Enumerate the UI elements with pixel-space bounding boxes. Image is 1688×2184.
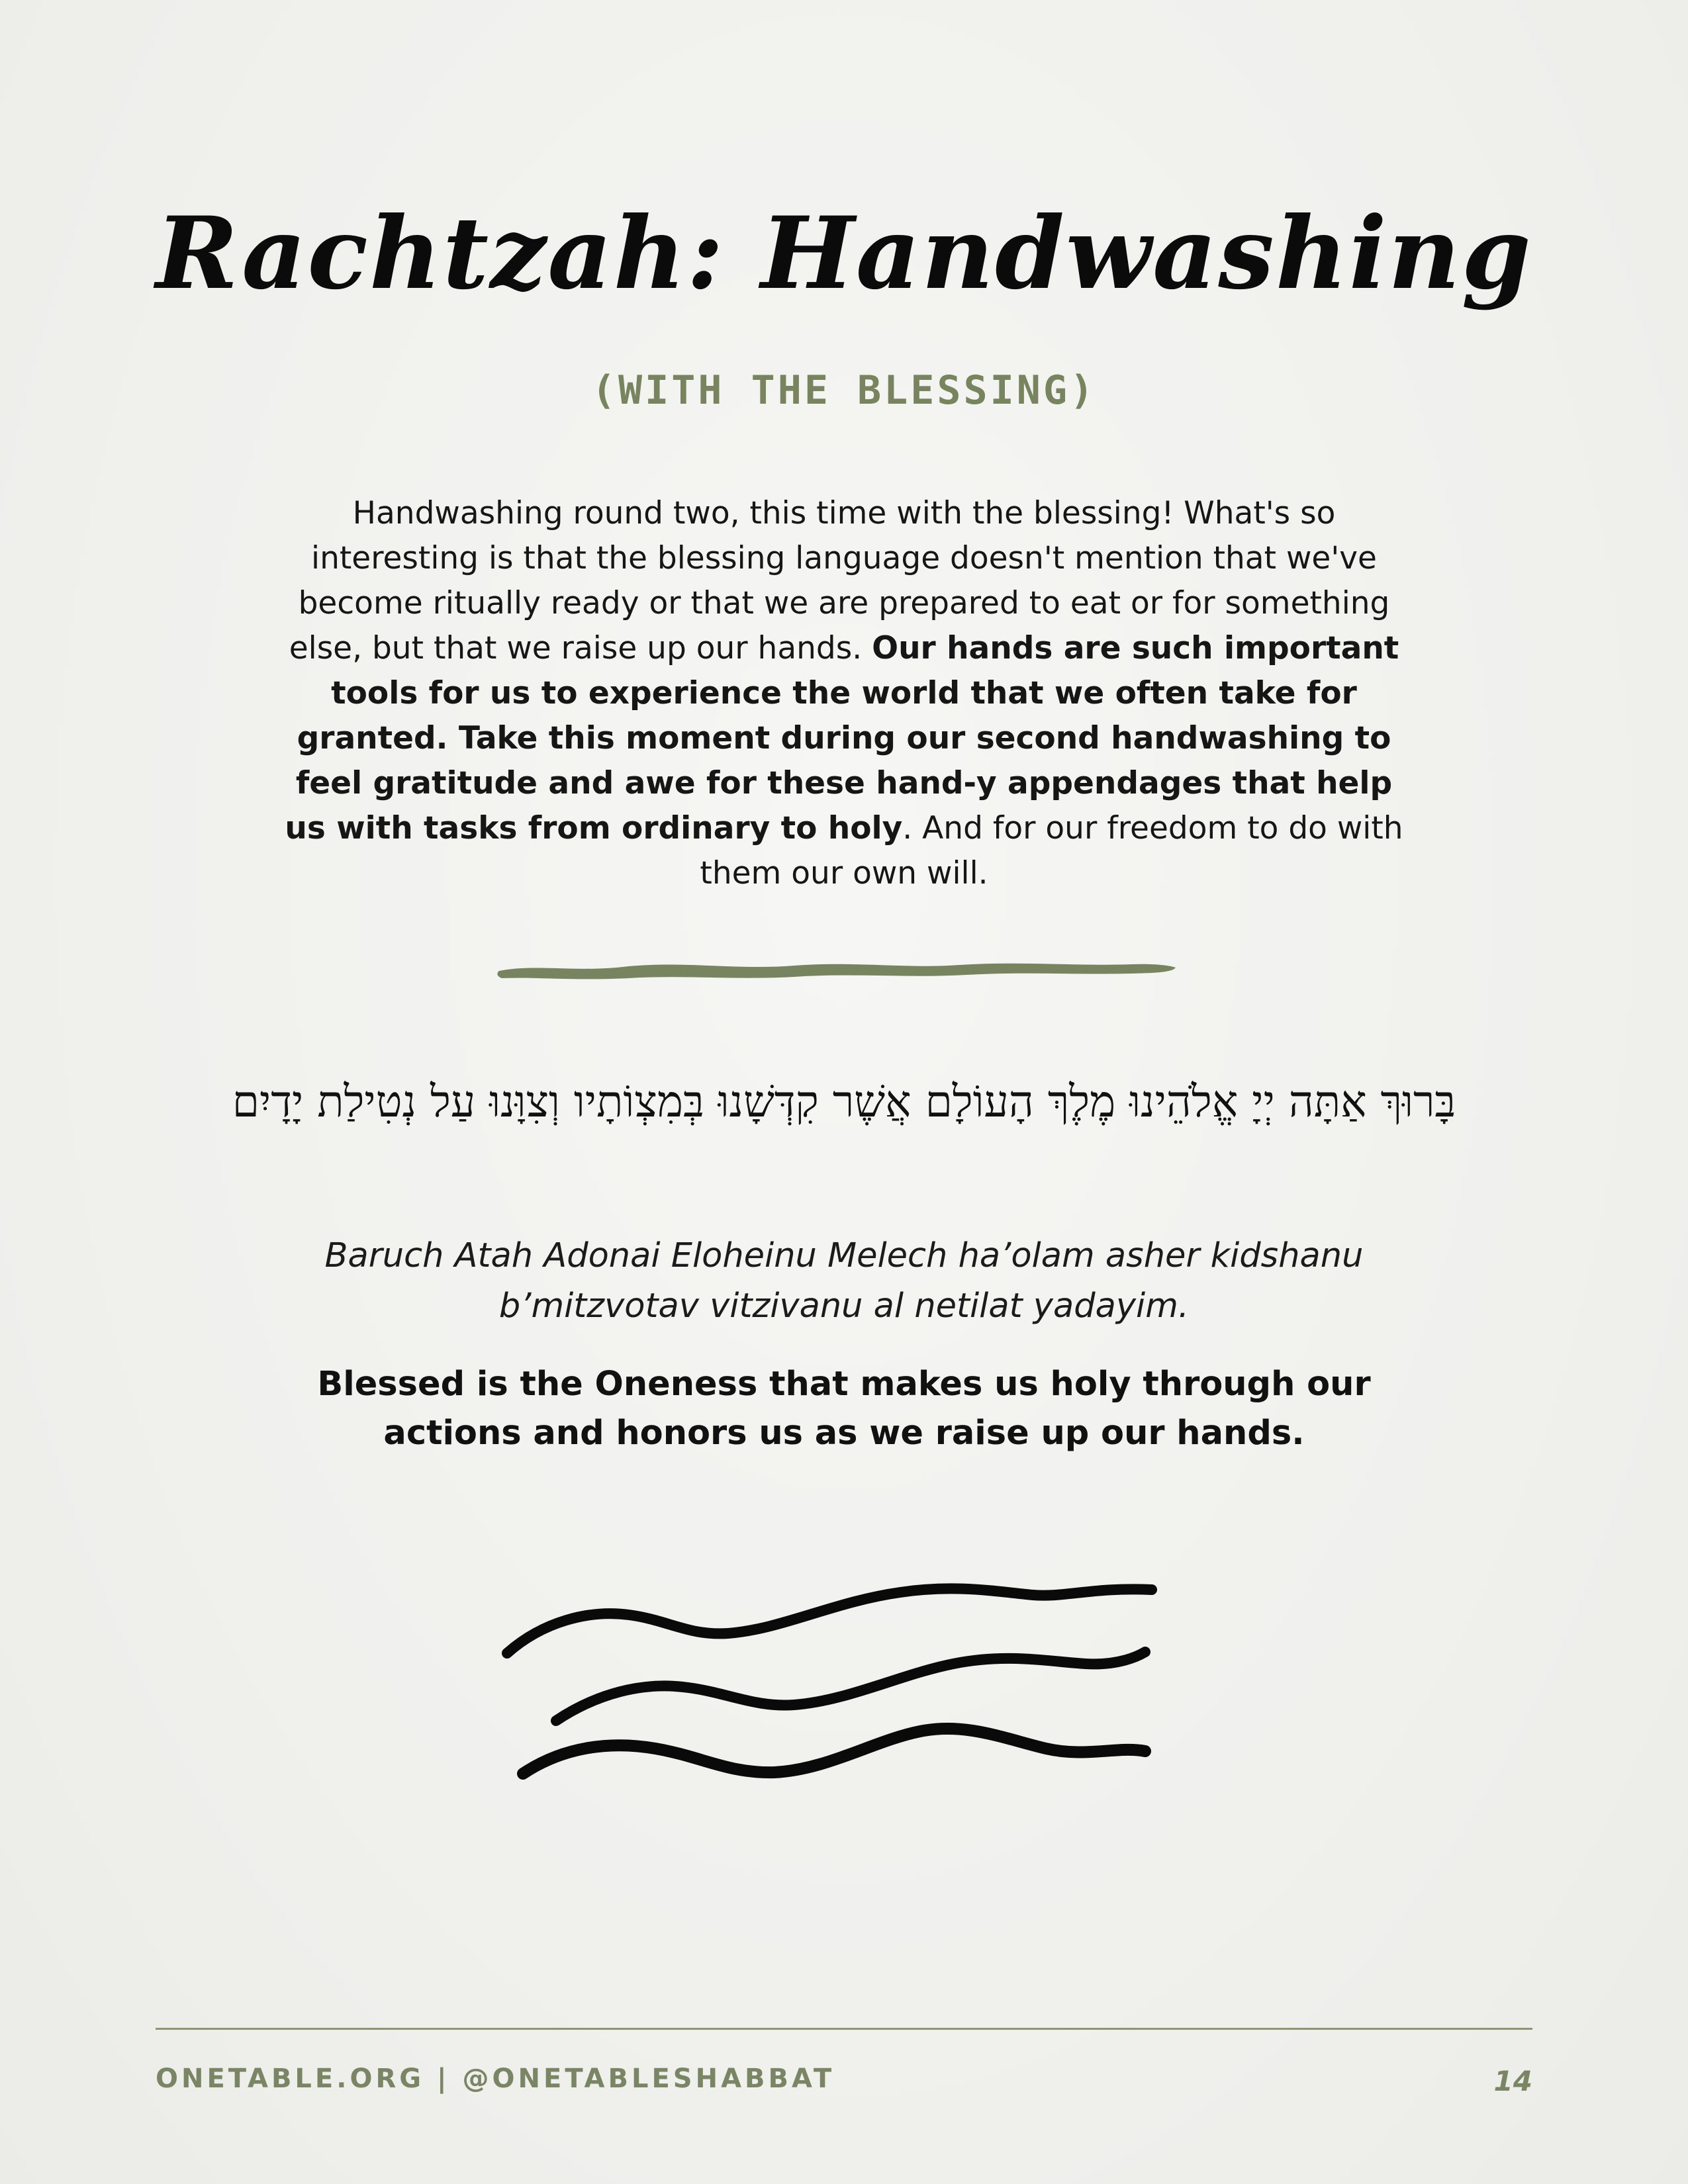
- page-subtitle: (WITH THE BLESSING): [591, 367, 1097, 414]
- blessing-translation: Blessed is the Oneness that makes us holy through our actions and honors us as we raise up our hands.: [317, 1365, 1371, 1453]
- wave-line-middle: [556, 1652, 1145, 1721]
- water-waves-icon: [490, 1575, 1178, 1827]
- intro-text: Handwashing round two, this time with the blessing! What's so interesting is that the blessing language doesn't mention that we've become ritually ready or that we are prepared to eat or for something else, but that we raise up our hands.: [289, 495, 1390, 666]
- blessing-transliteration: Baruch Atah Adonai Eloheinu Melech ha’olam asher kidshanu b’mitzvotav vitzivanu al netilat yadayim.: [324, 1236, 1364, 1326]
- wave-line-top: [507, 1588, 1152, 1653]
- hebrew-blessing: בָּרוּךְ אַתָּה יְיָ אֱלֹהֵינוּ מֶלֶךְ הָעוֹלָם אֲשֶׁר קִדְּשָׁנוּ בְּמִצְוֹתָיו וְצִוָּנוּ עַל נְטִילַת יָדָיִם: [232, 1076, 1456, 1127]
- intro-emphasis: Our hands are such important tools for us to experience the world that we often take for granted. Take this moment during our second handwashing to feel gratitude and awe for these hand-y appendages that help us with tasks from ordinary to holy: [285, 630, 1399, 846]
- footer-divider: [156, 2028, 1532, 2030]
- page-number: 14: [1493, 2065, 1532, 2097]
- intro-closing: . And for our freedom to do with them our own will.: [700, 810, 1403, 891]
- brush-stroke-divider: [496, 953, 1178, 986]
- intro-paragraph: [281, 491, 1407, 896]
- page-title: Rachtzah: Handwashing: [156, 195, 1532, 312]
- wave-line-bottom: [523, 1729, 1145, 1774]
- brush-stroke: [497, 964, 1176, 979]
- footer-site-handle: ONETABLE.ORG | @ONETABLESHABBAT: [156, 2064, 835, 2094]
